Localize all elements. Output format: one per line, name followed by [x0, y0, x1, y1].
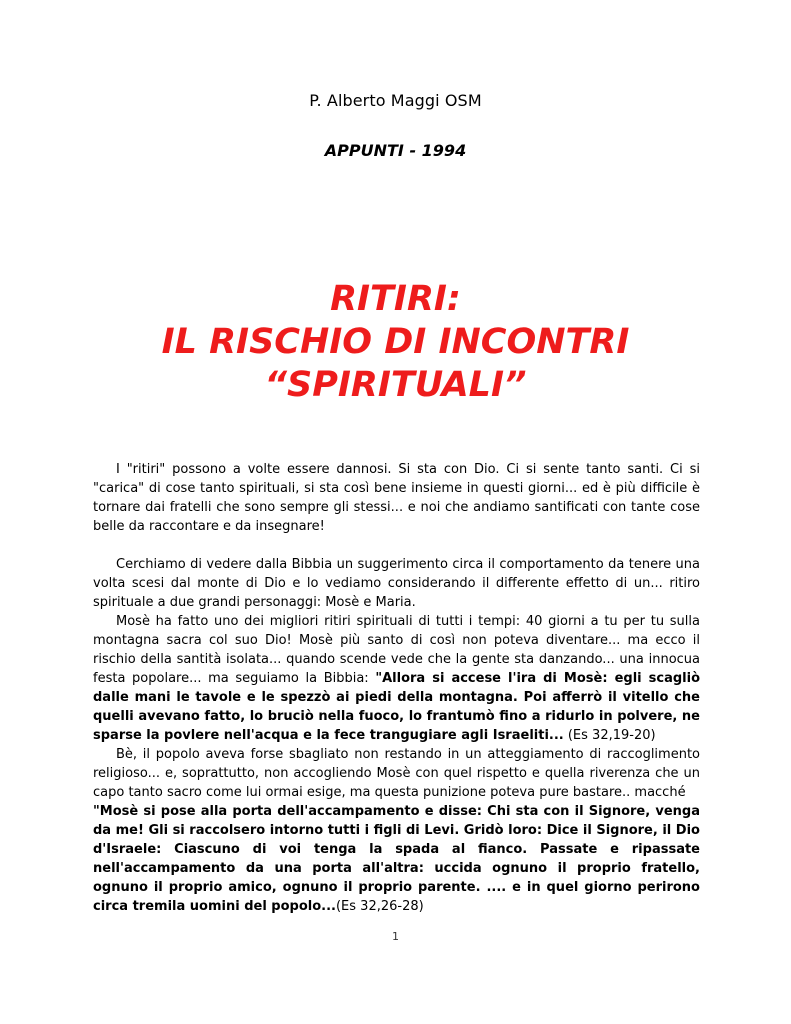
paragraph-4: Bè, il popolo aveva forse sbagliato non restando in un atteggiamento di raccoglimento religioso... e, soprattutto, non accogliendo Mosè con quel rispetto e quella riverenza che un capo tanto sacro come lui ormai esige, ma questa punizione poteva pure bastare.. macché	[93, 747, 700, 800]
title-line-2: IL RISCHIO DI INCONTRI	[161, 322, 630, 362]
body-text	[93, 460, 700, 916]
author-line: P. Alberto Maggi OSM	[309, 91, 482, 110]
paragraph-3-text: Mosè ha fatto uno dei migliori ritiri spirituali di tutti i tempi: 40 giorni a tu per tu sulla montagna sacra col suo Dio! Mosè più santo di così non poteva diventare... ma ecco il rischio della santità isolata... quando scende vede che la gente sta danzando... una innocua festa popolare... ma seguiamo la Bibbia:	[93, 614, 700, 686]
paragraph-gap	[93, 536, 700, 555]
bible-ref-2: (Es 32,26-28)	[335, 899, 424, 914]
paragraph-5	[93, 802, 700, 916]
bible-quote-1: "Allora si accese l'ira di Mosè: egli scagliò dalle mani le tavole e le spezzò ai piedi della montagna. Poi afferrò il vitello che quelli avevano fatto, lo bruciò nella fuoco, lo frantumò fino a ridurlo in polvere, ne sparse la povlere nell'acqua e la fece trangugiare agli Israeliti...	[93, 671, 700, 743]
bible-quote-2: "Mosè si pose alla porta dell'accampamento e disse: Chi sta con il Signore, venga da me! Gli si raccolsero intorno tutti i figli di Levi. Gridò loro: Dice il Signore, il Dio d'Israele: Ciascuno di voi tenga la spada al fianco. Passate e ripassate nell'accampamento da una porta all'altra: uccida ognuno il proprio fratello, ognuno il proprio amico, ognuno il proprio parente. .... e in quel giorno perirono circa tremila uomini del popolo...	[93, 804, 700, 914]
paragraph-1: I "ritiri" possono a volte essere dannosi. Si sta con Dio. Ci si sente tanto santi. Ci si "carica" di cose tanto spirituali, si sta così bene insieme in questi giorni... ed è più difficile è tornare dai fratelli che sono sempre gli stessi... e noi che andiamo santificati con tante cose belle da raccontare e da insegnare!	[93, 462, 700, 534]
paragraph-3	[93, 612, 700, 745]
page-number: 1	[392, 930, 399, 943]
bible-ref-1: (Es 32,19-20)	[563, 728, 656, 743]
title-line-1: RITIRI:	[330, 279, 461, 319]
subtitle-line: APPUNTI - 1994	[324, 141, 467, 160]
paragraph-2: Cerchiamo di vedere dalla Bibbia un suggerimento circa il comportamento da tenere una volta scesi dal monte di Dio e lo vediamo considerando il differente effetto di un... ritiro spirituale a due grandi personaggi: Mosè e Maria.	[93, 557, 700, 610]
title-line-3: “SPIRITUALI”	[264, 365, 527, 405]
page-title	[0, 278, 791, 407]
